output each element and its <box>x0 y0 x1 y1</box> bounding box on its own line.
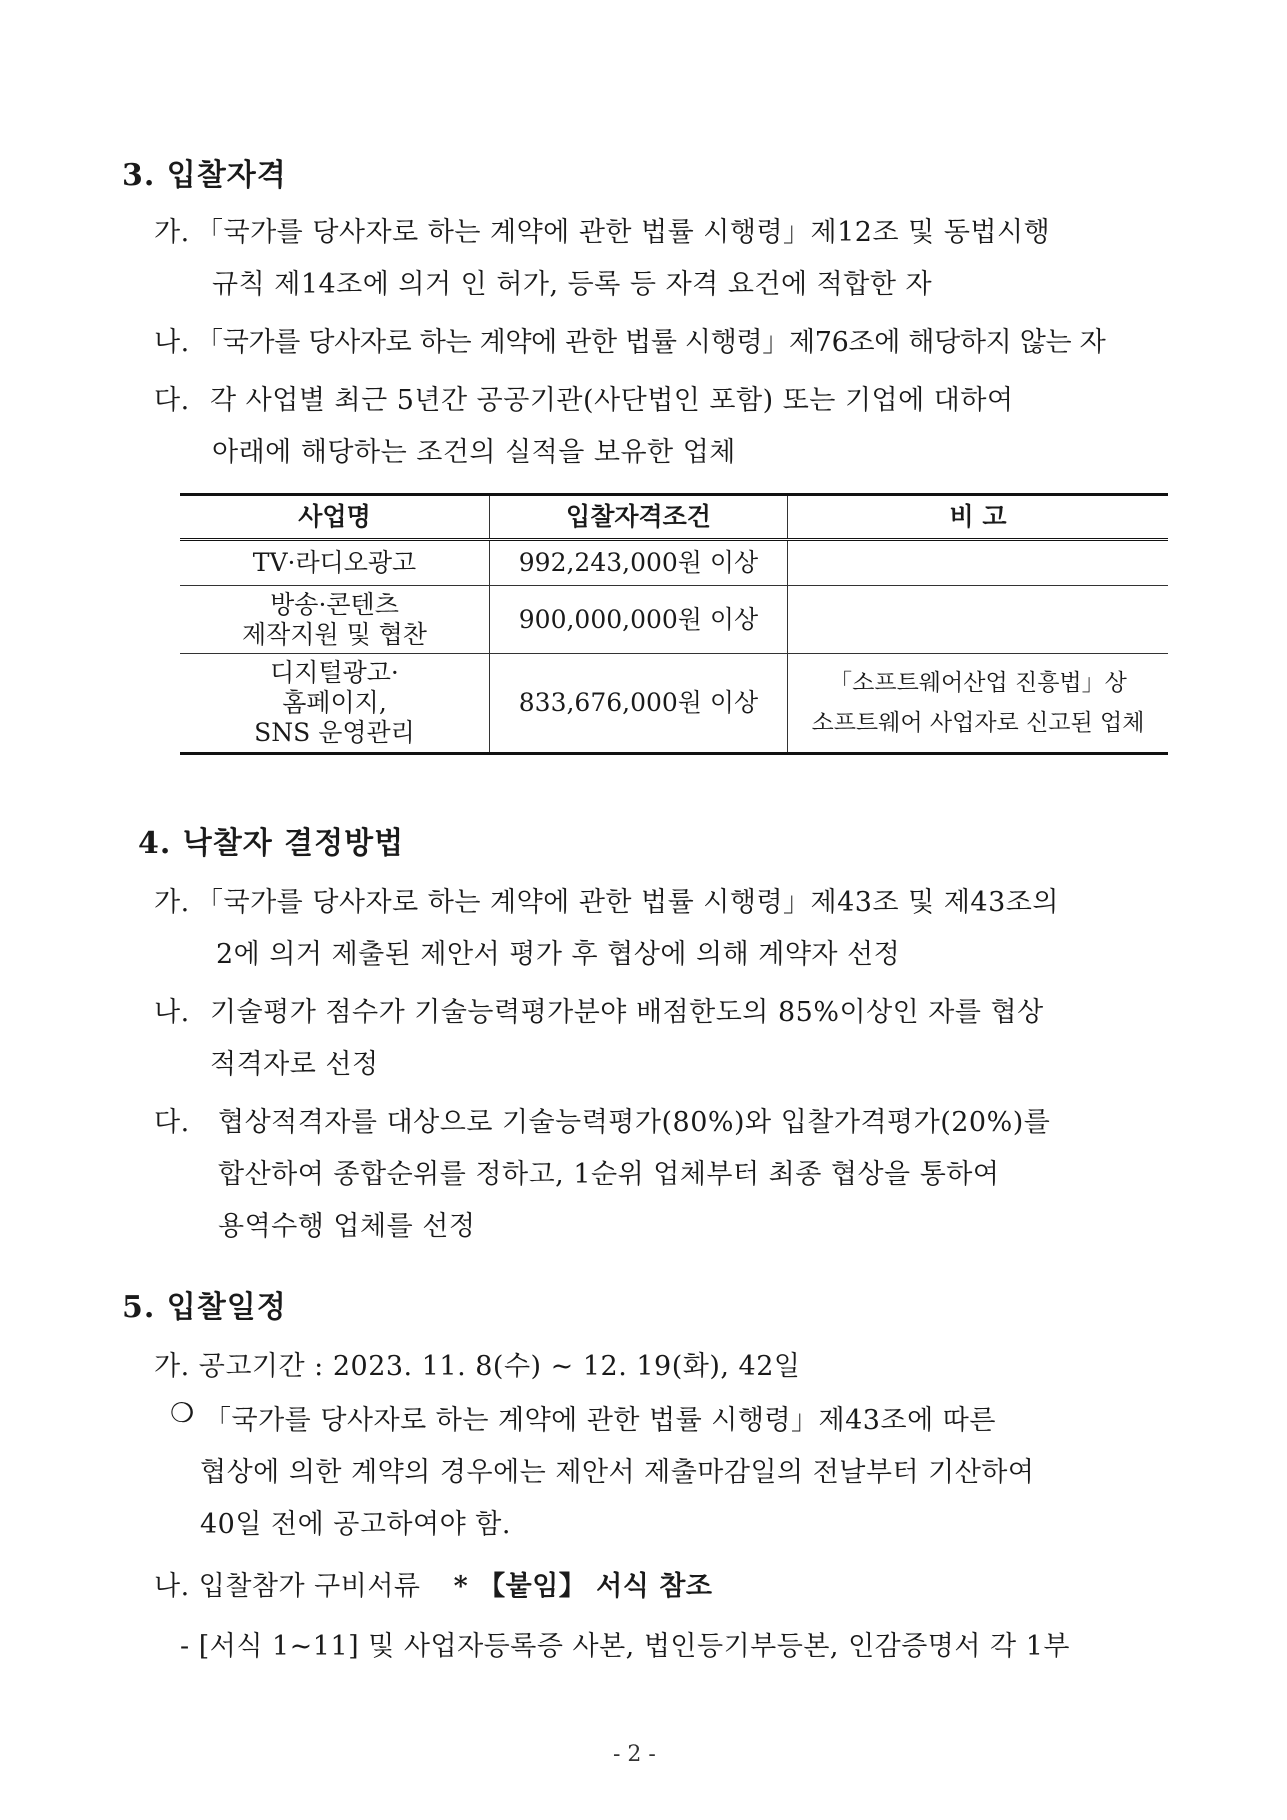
table-row <box>180 654 1168 754</box>
s5-dash-line: - [서식 1~11] 및 사업자등록증 사본, 법인등기부등본, 인감증명서 각 1부 <box>180 1631 1070 1662</box>
cell-remarks: 「소프트웨어산업 진흥법」상 소프트웨어 사업자로 신고된 업체 <box>788 654 1169 754</box>
s5-bullet-line1: 「국가를 당사자로 하는 계약에 관한 법률 시행령」제43조에 따른 <box>204 1405 996 1436</box>
s4-a-label: 가. <box>154 887 190 918</box>
s4-a-line2: 2에 의거 제출된 제안서 평가 후 협상에 의해 계약자 선정 <box>216 939 901 970</box>
s4-b-line2: 적격자로 선정 <box>210 1049 379 1080</box>
s5-b-line <box>154 1564 712 1603</box>
attachment-reference: * 【붙임】 서식 참조 <box>453 1571 713 1602</box>
s3-b-label: 나. <box>154 327 190 358</box>
s4-c-line3: 용역수행 업체를 선정 <box>218 1211 476 1242</box>
s3-a-line1: 「국가를 당사자로 하는 계약에 관한 법률 시행령」제12조 및 동법시행 <box>196 217 1051 248</box>
page-number: - 2 - <box>613 1742 656 1767</box>
cell-business-name: TV·라디오광고 <box>180 540 490 586</box>
s5-a-line: 가. 공고기간 : 2023. 11. 8(수) ~ 12. 19(화), 42일 <box>154 1351 801 1382</box>
table-row <box>180 540 1168 586</box>
cell-bid-condition: 833,676,000원 이상 <box>490 654 788 754</box>
header-remarks: 비 고 <box>788 495 1169 540</box>
s4-c-label: 다. <box>154 1107 190 1138</box>
s3-b-line1: 「국가를 당사자로 하는 계약에 관한 법률 시행령」제76조에 해당하지 않는 자 <box>196 327 1106 358</box>
header-bid-condition: 입찰자격조건 <box>490 495 788 540</box>
section-5-heading: 5. 입찰일정 <box>122 1290 287 1325</box>
s3-a-label: 가. <box>154 217 190 248</box>
header-business-name: 사업명 <box>180 495 490 540</box>
cell-remarks <box>788 540 1169 586</box>
cell-business-name: 디지털광고· 홈페이지, SNS 운영관리 <box>180 654 490 754</box>
s4-c-line1: 협상적격자를 대상으로 기술능력평가(80%)와 입찰가격평가(20%)를 <box>218 1107 1051 1138</box>
s5-bullet-line3: 40일 전에 공고하여야 함. <box>200 1509 511 1540</box>
s3-a-line2: 규칙 제14조에 의거 인 허가, 등록 등 자격 요건에 적합한 자 <box>212 269 933 300</box>
bid-qualification-table <box>180 493 1168 755</box>
s5-b-prefix: 나. 입찰참가 구비서류 <box>154 1571 421 1602</box>
s4-a-line1: 「국가를 당사자로 하는 계약에 관한 법률 시행령」제43조 및 제43조의 <box>196 887 1059 918</box>
s4-b-line1: 기술평가 점수가 기술능력평가분야 배점한도의 85%이상인 자를 협상 <box>210 997 1044 1028</box>
section-3-heading: 3. 입찰자격 <box>122 158 287 193</box>
cell-bid-condition: 900,000,000원 이상 <box>490 586 788 654</box>
s3-c-label: 다. <box>154 385 190 416</box>
table-header-row <box>180 495 1168 540</box>
s4-c-line2: 합산하여 종합순위를 정하고, 1순위 업체부터 최종 협상을 통하여 <box>218 1159 1000 1190</box>
section-4-heading: 4. 낙찰자 결정방법 <box>138 826 405 861</box>
cell-business-name: 방송·콘텐츠 제작지원 및 협찬 <box>180 586 490 654</box>
cell-bid-condition: 992,243,000원 이상 <box>490 540 788 586</box>
s4-b-label: 나. <box>154 997 190 1028</box>
s3-c-line1: 각 사업별 최근 5년간 공공기관(사단법인 포함) 또는 기업에 대하여 <box>210 385 1014 416</box>
cell-remarks <box>788 586 1169 654</box>
table-row <box>180 586 1168 654</box>
s5-bullet-line2: 협상에 의한 계약의 경우에는 제안서 제출마감일의 전날부터 기산하여 <box>200 1457 1035 1488</box>
s3-c-line2: 아래에 해당하는 조건의 실적을 보유한 업체 <box>212 437 736 468</box>
hollow-circle-bullet-icon: ❍ <box>170 1398 195 1429</box>
